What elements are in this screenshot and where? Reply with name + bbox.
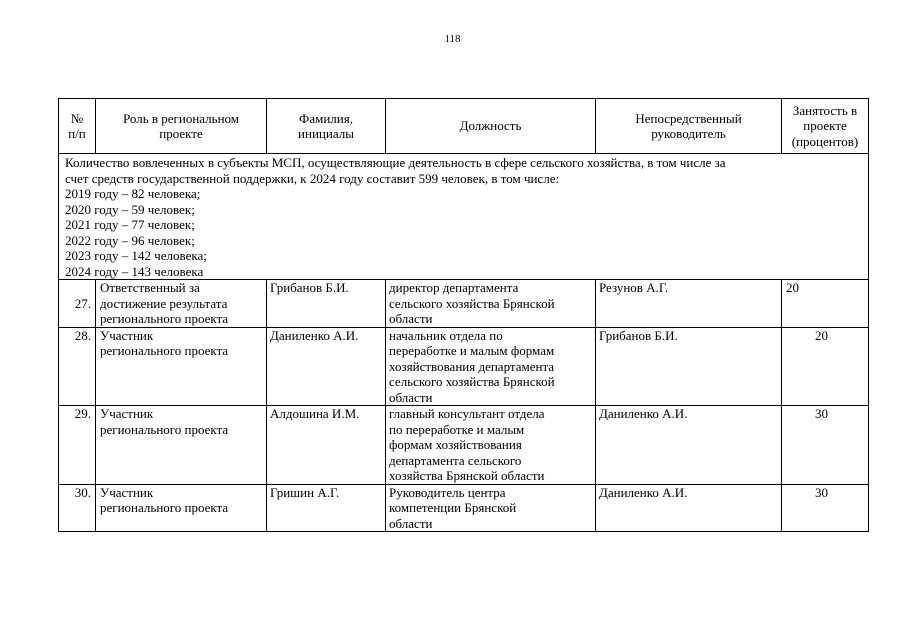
summary-row: [59, 154, 869, 280]
summary-line: 2022 году – 96 человек;: [65, 232, 195, 248]
row-position: [386, 484, 596, 532]
page-number: 118: [444, 33, 461, 45]
header-name-line: Фамилия,: [299, 110, 353, 126]
row-num: 30.: [59, 484, 96, 532]
position-line: формам хозяйствования: [389, 437, 522, 452]
header-position: [386, 99, 596, 154]
row-role: [96, 327, 267, 406]
role-line: достижение результата: [100, 295, 228, 311]
summary-line: счет средств государственной поддержки, к 2024 году составит 599 человек, в том числе:: [65, 170, 560, 186]
position-line: области: [389, 515, 433, 531]
header-name-line: инициалы: [298, 126, 354, 141]
position-line: директор департамента: [389, 280, 519, 295]
role-line: регионального проекта: [100, 421, 229, 437]
header-name: [267, 99, 386, 154]
row-employment: 30: [782, 406, 869, 485]
table-row: [59, 484, 869, 532]
role-line: регионального проекта: [100, 343, 229, 358]
row-position: [386, 280, 596, 328]
row-manager: Резунов А.Г.: [596, 280, 782, 328]
position-line: хозяйства Брянской области: [389, 468, 545, 483]
position-line: главный консультант отдела: [389, 406, 545, 421]
position-line: начальник отдела по: [389, 327, 503, 343]
row-position: [386, 327, 596, 406]
summary-cell: [59, 154, 869, 280]
header-role-line: проекте: [159, 126, 203, 141]
position-line: Руководитель центра: [389, 484, 506, 500]
position-line: области: [389, 389, 433, 405]
header-employment-line: Занятость в: [792, 102, 858, 118]
header-employment: [782, 99, 869, 154]
row-manager: Грибанов Б.И.: [596, 327, 782, 406]
row-manager: Даниленко А.И.: [596, 406, 782, 485]
row-manager: Даниленко А.И.: [596, 484, 782, 532]
row-num: 29.: [59, 406, 96, 485]
role-line: Участник: [100, 327, 154, 343]
row-name: Даниленко А.И.: [267, 327, 386, 406]
row-employment: 30: [782, 484, 869, 532]
role-line: Участник: [100, 406, 154, 421]
role-line: Участник: [100, 484, 154, 500]
summary-line: 2024 году – 143 человека: [65, 263, 204, 279]
summary-line: 2020 году – 59 человек;: [65, 201, 195, 217]
header-num-line: №: [70, 110, 84, 126]
position-line: сельского хозяйства Брянской: [389, 295, 555, 311]
table-header-row: [59, 99, 869, 154]
header-manager-line: руководитель: [651, 126, 726, 141]
summary-line: 2019 году – 82 человека;: [65, 186, 201, 201]
row-name: Алдошина И.М.: [267, 406, 386, 485]
summary-line: 2021 году – 77 человек;: [65, 217, 195, 232]
position-line: переработке и малым формам: [389, 343, 555, 358]
row-employment: 20: [782, 327, 869, 406]
row-name: Грибанов Б.И.: [267, 280, 386, 328]
project-participants-table: [58, 98, 869, 532]
row-role: [96, 406, 267, 485]
summary-line: Количество вовлеченных в субъекты МСП, осуществляющие деятельность в сфере сельского хозяйства, в том числе за: [65, 155, 726, 170]
header-role-line: Роль в региональном: [122, 110, 240, 126]
table-row: [59, 327, 869, 406]
row-num: 27.: [59, 280, 96, 328]
position-line: компетенции Брянской: [389, 500, 517, 515]
header-num-line: п/п: [68, 126, 86, 141]
table-row: [59, 406, 869, 485]
row-position: [386, 406, 596, 485]
row-role: [96, 280, 267, 328]
position-line: департамента сельского: [389, 452, 522, 468]
header-role: [96, 99, 267, 154]
position-line: хозяйствования департамента: [389, 358, 555, 374]
role-line: Ответственный за: [100, 280, 200, 295]
header-employment-line: (процентов): [791, 133, 859, 149]
row-role: [96, 484, 267, 532]
table-row: [59, 280, 869, 328]
summary-line: 2023 году – 142 человека;: [65, 248, 207, 263]
position-line: сельского хозяйства Брянской: [389, 374, 555, 389]
header-num: [59, 99, 96, 154]
role-line: регионального проекта: [100, 311, 229, 326]
position-line: области: [389, 311, 433, 326]
row-num: 28.: [59, 327, 96, 406]
header-position-line: Должность: [459, 118, 522, 134]
role-line: регионального проекта: [100, 500, 229, 515]
position-line: по переработке и малым: [389, 421, 525, 437]
header-employment-line: проекте: [803, 118, 847, 134]
header-manager-line: Непосредственный: [635, 110, 742, 126]
row-employment: 20: [782, 280, 869, 328]
row-name: Гришин А.Г.: [267, 484, 386, 532]
header-manager: [596, 99, 782, 154]
